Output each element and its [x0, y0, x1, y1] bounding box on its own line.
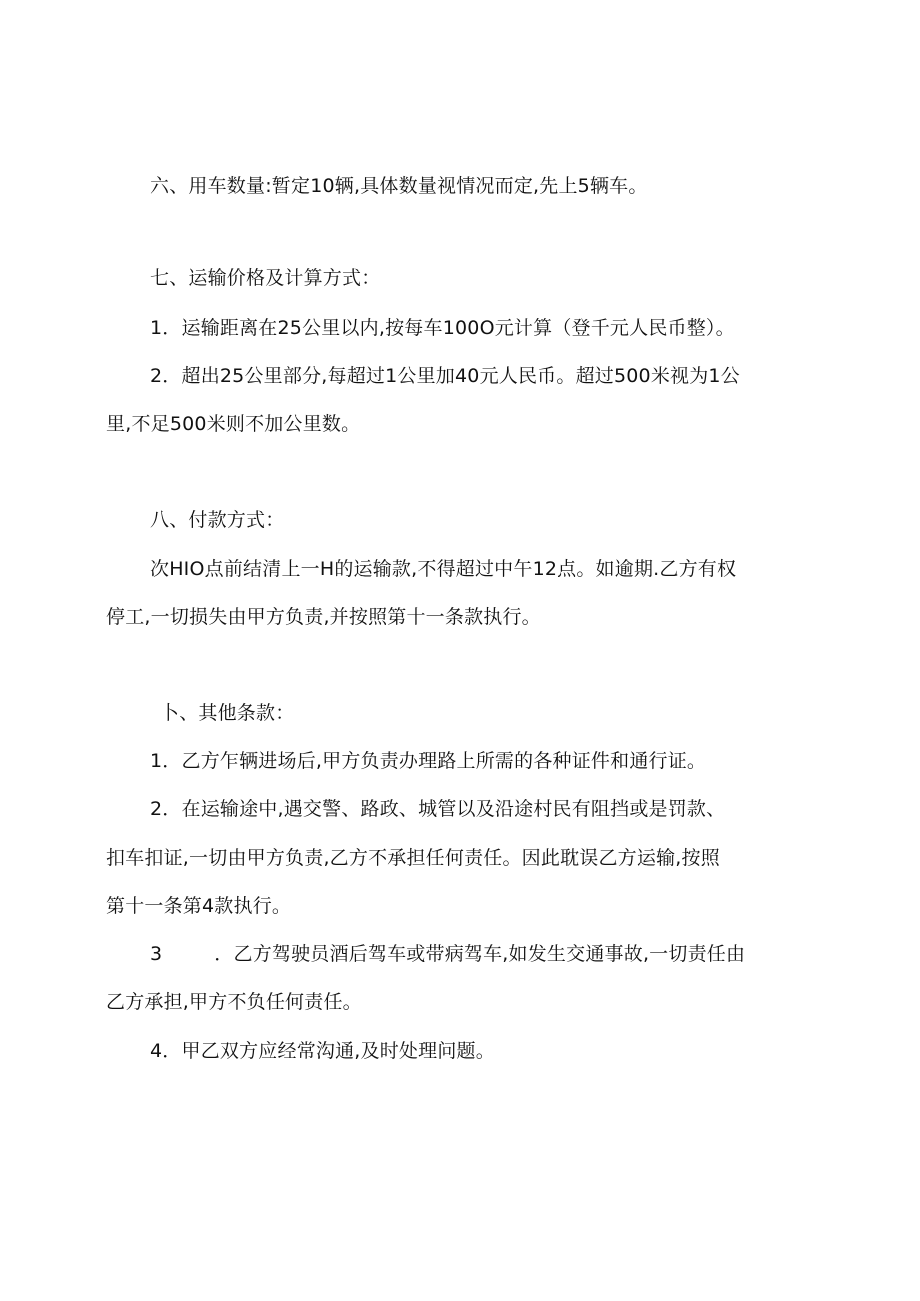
section-10-item-2-line-2: 扣车扣证,一切由甲方负责,乙方不承担任何责任。因此耽误乙方运输,按照 [106, 847, 720, 869]
section-10-item-2-line-3: 第十一条第4款执行。 [106, 895, 292, 917]
section-7-item-1: 1．运输距离在25公里以内,按每车100O元计算（登千元人民币整）。 [150, 317, 735, 339]
section-8-heading: 八、付款方式： [150, 509, 285, 531]
section-7-item-2-line-1: 2．超出25公里部分,每超过1公里加40元人民币。超过500米视为1公 [150, 365, 740, 387]
section-6-vehicle-count: 六、用车数量:暂定10辆,具体数量视情况而定,先上5辆车。 [150, 175, 648, 197]
section-10-item-4: 4．甲乙双方应经常沟通,及时处理问题。 [150, 1040, 495, 1062]
section-10-item-3-text: ．乙方驾驶员酒后驾车或带病驾车,如发生交通事故,一切责任由 [214, 943, 746, 965]
section-10-item-2-line-1: 2．在运输途中,遇交警、路政、城管以及沿途村民有阻挡或是罚款、 [150, 798, 726, 820]
section-10-heading: 卜、其他条款： [160, 702, 295, 724]
section-7-heading: 七、运输价格及计算方式： [150, 267, 381, 289]
section-10-item-3-number: 3 [150, 943, 163, 965]
section-8-body-line-1: 次HIO点前结清上一H的运输款,不得超过中午12点。如逾期.乙方有权 [150, 558, 737, 580]
section-10-item-3-line-2: 乙方承担,甲方不负任何责任。 [106, 991, 362, 1013]
section-10-item-1: 1．乙方乍辆进场后,甲方负责办理路上所需的各种证件和通行证。 [150, 750, 707, 772]
section-8-body-line-2: 停工,一切损失由甲方负责,并按照第十一条款执行。 [106, 606, 541, 628]
section-10-item-3-line-1 [150, 942, 745, 966]
section-7-item-2-line-2: 里,不足500米则不加公里数。 [106, 413, 361, 435]
